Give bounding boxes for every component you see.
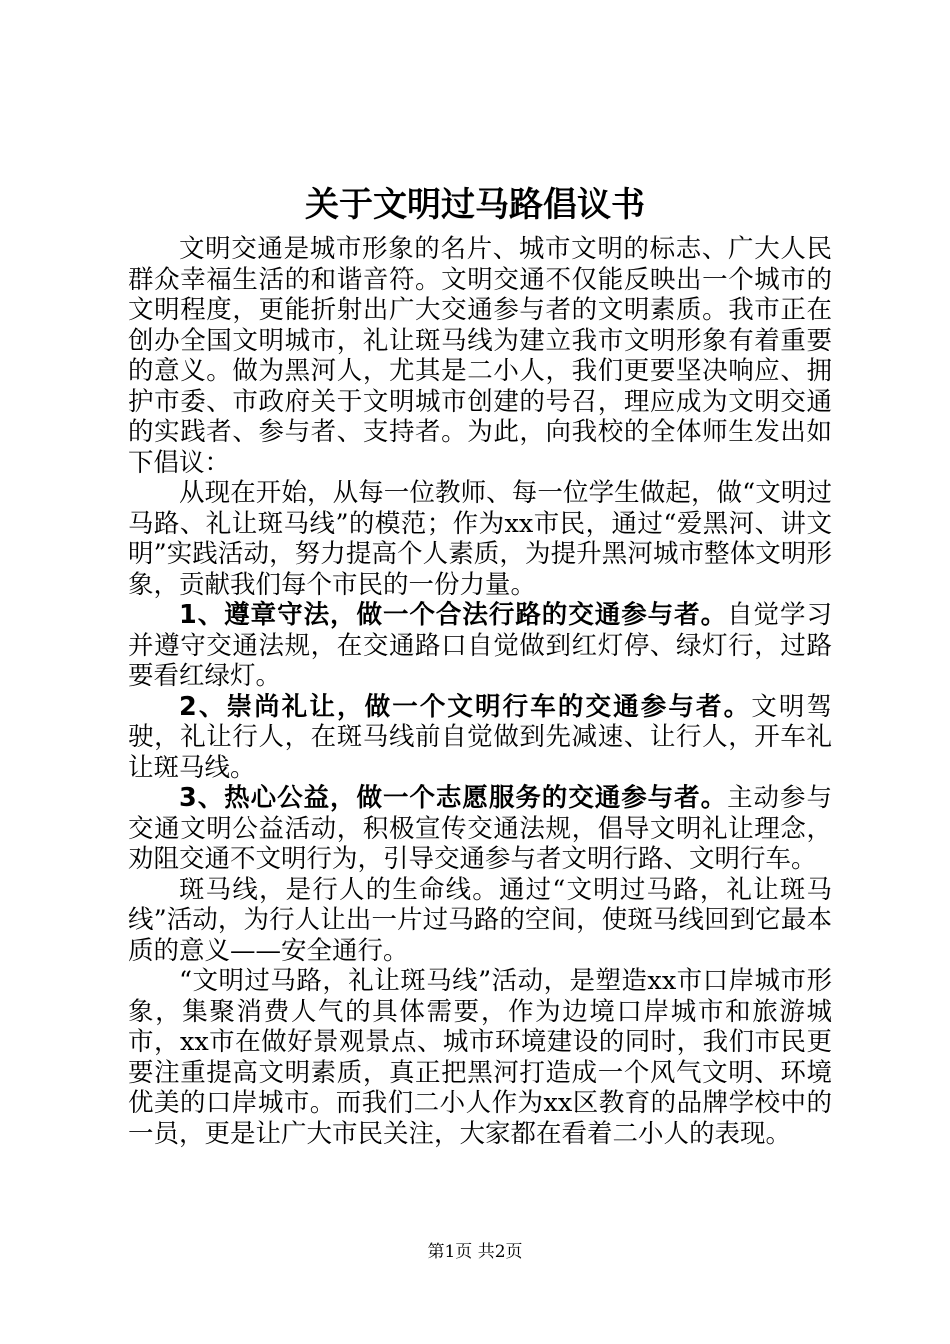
paragraph-item-3 [128, 783, 832, 875]
paragraph-text: 从现在开始，从每一位教师、每一位学生做起，做“文明过马路、礼让斑马线”的模范；作为xx市民，通过“爱黑河、讲文明”实践活动，努力提高个人素质，为提升黑河城市整体文明形象，贡献我们每个市民的一份力量。 [128, 478, 832, 600]
paragraph-text: 文明驾驶，礼让行人，在斑马线前自觉做到先减速、让行人，开车礼让斑马线。 [128, 691, 832, 783]
paragraph-zebra [128, 875, 832, 967]
page-number-footer: 第1页 共2页 [427, 1242, 523, 1262]
paragraph-text: 自觉学习并遵守交通法规，在交通路口自觉做到红灯停、绿灯行，过路要看红绿灯。 [128, 600, 832, 691]
paragraph-lead: 3、热心公益，做一个志愿服务的交通参与者。 [179, 783, 728, 813]
paragraph-intro [128, 234, 832, 478]
paragraph-text: 斑马线，是行人的生命线。通过“文明过马路，礼让斑马线”活动，为行人让出一片过马路的空间，使斑马线回到它最本质的意义——安全通行。 [128, 874, 832, 966]
paragraph-item-1 [128, 600, 832, 692]
document-body [128, 234, 832, 1149]
paragraph-text: 主动参与交通文明公益活动，积极宣传交通法规，倡导文明礼让理念，劝阻交通不文明行为，引导交通参与者文明行路、文明行车。 [128, 783, 832, 874]
document-title: 关于文明过马路倡议书 [305, 185, 645, 225]
paragraph-text: 文明交通是城市形象的名片、城市文明的标志、广大人民群众幸福生活的和谐音符。文明交通不仅能反映出一个城市的文明程度，更能折射出广大交通参与者的文明素质。我市正在创办全国文明城市，礼让斑马线为建立我市文明形象有着重要的意义。做为黑河人，尤其是二小人，我们更要坚决响应、拥护市委、市政府关于文明城市创建的号召，理应成为文明交通的实践者、参与者、支持者。为此，向我校的全体师生发出如下倡议： [128, 234, 832, 478]
paragraph-item-2 [128, 692, 832, 784]
paragraph-lead: 2、崇尚礼让，做一个文明行车的交通参与者。 [179, 691, 752, 722]
paragraph-lead: 1、遵章守法，做一个合法行路的交通参与者。 [179, 600, 728, 630]
paragraph-closing [128, 966, 832, 1149]
paragraph-call [128, 478, 832, 600]
paragraph-text: “文明过马路，礼让斑马线”活动，是塑造xx市口岸城市形象，集聚消费人气的具体需要，作为边境口岸城市和旅游城市，xx市在做好景观景点、城市环境建设的同时，我们市民更要注重提高文明素质，真正把黑河打造成一个风气文明、环境优美的口岸城市。而我们二小人作为xx区教育的品牌学校中的一员，更是让广大市民关注，大家都在看着二小人的表现。 [128, 966, 832, 1149]
